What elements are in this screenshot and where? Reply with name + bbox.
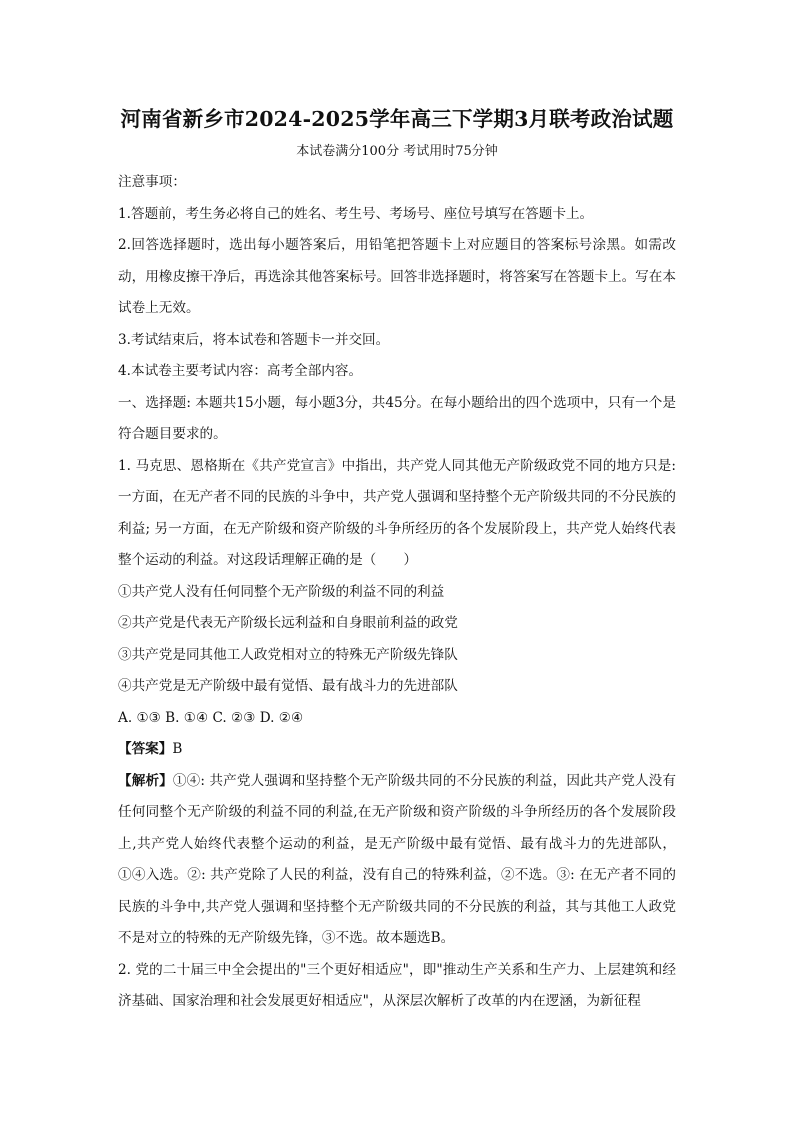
question-2-stem: 2. 党的二十届三中全会提出的"三个更好相适应"，即"推动生产关系和生产力、上层建筑和经济基础、国家治理和社会发展更好相适应"，从深层次解析了改革的内在逻涵，为新征程 bbox=[118, 961, 676, 1009]
question-1-stem: 1. 马克思、恩格斯在《共产党宣言》中指出，共产党人同其他无产阶级政党不同的地方只是: 一方面，在无产者不同的民族的斗争中，共产党人强调和坚持整个无产阶级共同的不分民族的利益; 另一方面，在无产阶级和资产阶级的斗争所经历的各个发展阶段上，共产党人始终代表整个运动的利益。对这段话理解正确的是（ ） bbox=[118, 457, 676, 568]
exam-info: 本试卷满分100分 考试用时75分钟 bbox=[296, 144, 498, 159]
section-heading: 一、选择题: 本题共15小题，每小题3分，共45分。在每小题给出的四个选项中，只有一个是符合题目要求的。 bbox=[118, 394, 676, 442]
notice-item-1: 1.答题前，考生务必将自己的姓名、考生号、考场号、座位号填写在答题卡上。 bbox=[118, 205, 594, 222]
question-1-statement-3: ③共产党是同其他工人政党相对立的特殊无产阶级先锋队 bbox=[118, 646, 458, 663]
answer-label: 【答案】 bbox=[118, 741, 173, 757]
analysis-text: ①④: 共产党人强调和坚持整个无产阶级共同的不分民族的利益，因此共产党人没有任何同整个无产阶级的利益不同的利益,在无产阶级和资产阶级的斗争所经历的各个发展阶段上,共产党人始终代表整个运动的利益，是无产阶级中最有觉悟、最有战斗力的先进部队，①④入选。②: 共产党除了人民的利益，没有自己的特殊利益，②不选。③: 在无产者不同的民族的斗争中,共产党人强调和坚持整个无产阶级共同的不分民族的利益，其与其他工人政党不是对立的特殊的无产阶级先锋，③不选。故本题选B。 bbox=[118, 772, 677, 946]
question-1-options: A. ①③ B. ①④ C. ②③ D. ②④ bbox=[118, 709, 304, 726]
question-1-statement-2: ②共产党是代表无产阶级长远利益和自身眼前利益的政党 bbox=[118, 615, 458, 631]
notice-heading: 注意事项： bbox=[118, 174, 186, 190]
question-1-statement-1: ①共产党人没有任何同整个无产阶级的利益不同的利益 bbox=[118, 583, 445, 600]
exam-page bbox=[118, 104, 676, 1018]
question-1-answer bbox=[118, 734, 676, 766]
notice-item-4: 4.本试卷主要考试内容：高考全部内容。 bbox=[118, 363, 363, 379]
question-1-statement-4: ④共产党是无产阶级中最有觉悟、最有战斗力的先进部队 bbox=[118, 678, 458, 694]
question-1-analysis bbox=[118, 766, 676, 955]
answer-value: B bbox=[172, 741, 183, 757]
notice-item-2: 2.回答选择题时，选出每小题答案后，用铅笔把答题卡上对应题目的答案标号涂黑。如需改动，用橡皮擦干净后，再选涂其他答案标号。回答非选择题时，将答案写在答题卡上。写在本试卷上无效。 bbox=[118, 237, 676, 316]
analysis-label: 【解析】 bbox=[118, 772, 173, 789]
notice-item-3: 3.考试结束后，将本试卷和答题卡一并交回。 bbox=[118, 331, 390, 348]
page-title: 河南省新乡市2024-2025学年高三下学期3月联考政治试题 bbox=[120, 107, 674, 131]
